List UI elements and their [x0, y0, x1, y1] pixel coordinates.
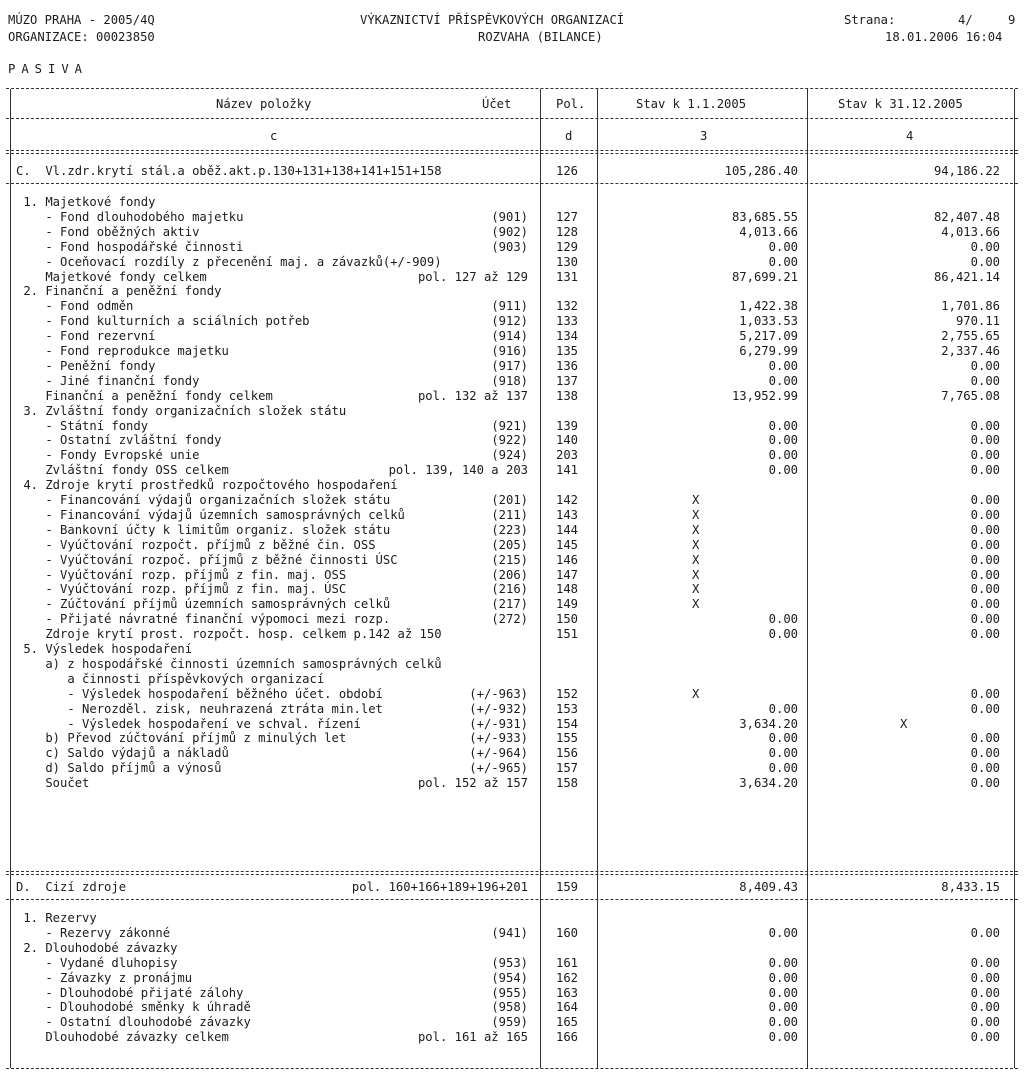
row-item-number: 156 [556, 746, 579, 761]
row-label: 3. Zvláštní fondy organizačních složek státu [16, 403, 347, 418]
rule-line [6, 871, 1018, 872]
row-label: - Fond kulturních a sciálních potřeb [16, 314, 310, 329]
row-account: (+/-932) [469, 701, 528, 716]
row-account: (205) [491, 537, 528, 552]
row-value-end: 0.00 [970, 925, 1000, 940]
row-value-end: 0.00 [970, 418, 1000, 433]
row-item-number: 152 [556, 686, 579, 701]
row-label: c) Saldo výdajů a nákladů [16, 746, 229, 761]
row-item-number: 166 [556, 1030, 579, 1045]
row-value-end: 0.00 [970, 612, 1000, 627]
col-sub-3: 3 [700, 129, 708, 143]
row-value-start: 4,013.66 [739, 224, 798, 239]
row-item-number: 157 [556, 761, 579, 776]
row-value-end: 0.00 [970, 627, 1000, 642]
row-value-end: 0.00 [970, 239, 1000, 254]
row-value-end: 970.11 [955, 314, 1000, 329]
row-item-number: 126 [556, 164, 579, 178]
row-label: - Financování výdajů organizačních složek státu [16, 493, 391, 507]
row-value-start: X [692, 522, 700, 537]
row-item-number: 163 [556, 985, 579, 1000]
row-value-start: 13,952.99 [731, 388, 798, 403]
row-label: C. Vl.zdr.krytí stál.a oběž.akt.p.130+131+138+141+151+158 [16, 164, 442, 178]
row-value-end: 0.00 [970, 493, 1000, 507]
row-account: (223) [491, 522, 528, 537]
page-label: Strana: [844, 13, 896, 27]
row-value-start: X [692, 597, 700, 612]
rule-line [6, 899, 1018, 900]
row-item-number: 132 [556, 299, 579, 314]
row-value-end: 0.00 [970, 507, 1000, 522]
row-value-end: 0.00 [970, 686, 1000, 701]
row-item-number: 147 [556, 567, 579, 582]
row-value-end: 0.00 [970, 463, 1000, 478]
row-account: (211) [491, 507, 528, 522]
col-header-name: Název položky [216, 97, 312, 111]
row-account: (912) [491, 314, 528, 329]
row-label: - Vyúčtování rozpoč. příjmů z běžné činnosti ÚSC [16, 552, 398, 567]
row-label: Zdroje krytí prost. rozpočt. hosp. celkem p.142 až 150 [16, 627, 442, 642]
row-value-start: X [692, 582, 700, 597]
row-item-number: 130 [556, 254, 579, 269]
row-value-start: 0.00 [768, 448, 798, 463]
report-subtitle: ROZVAHA (BILANCE) [478, 30, 603, 44]
row-value-start: 8,409.43 [739, 880, 798, 894]
row-item-number: 143 [556, 507, 579, 522]
row-value-start: 105,286.40 [724, 164, 798, 178]
row-value-start: 3,634.20 [739, 776, 798, 791]
row-value-start: 0.00 [768, 955, 798, 970]
section-title: PASIVA [8, 62, 89, 76]
row-label: 5. Výsledek hospodaření [16, 642, 193, 656]
row-item-number: 131 [556, 269, 579, 284]
column-divider [540, 89, 541, 1068]
row-value-end: 0.00 [970, 582, 1000, 597]
row-value-end: 94,186.22 [933, 164, 1000, 178]
row-item-number: 155 [556, 731, 579, 746]
row-value-start: 0.00 [768, 254, 798, 269]
row-label: a) z hospodářské činnosti územních samosprávných celků [16, 656, 442, 671]
row-value-end: 0.00 [970, 1000, 1000, 1015]
col-sub-d: d [565, 129, 573, 143]
column-divider [807, 89, 808, 1068]
row-label: D. Cizí zdroje [16, 880, 127, 894]
row-account: pol. 132 až 137 [417, 388, 528, 403]
row-value-start: 0.00 [768, 985, 798, 1000]
row-value-end: 0.00 [970, 746, 1000, 761]
row-account: (917) [491, 358, 528, 373]
row-label: - Fondy Evropské unie [16, 448, 200, 463]
row-account: (+/-933) [469, 731, 528, 746]
row-account: (958) [491, 1000, 528, 1015]
report-header [8, 12, 1018, 48]
row-value-start: 0.00 [768, 433, 798, 448]
row-account: pol. 127 až 129 [417, 269, 528, 284]
row-item-number: 144 [556, 522, 579, 537]
row-value-end: 7,765.08 [941, 388, 1000, 403]
row-value-start: 3,634.20 [739, 716, 798, 731]
row-item-number: 148 [556, 582, 579, 597]
rule-line [6, 88, 1018, 89]
row-label: - Přijaté návratné finanční výpomoci mezi rozp. [16, 612, 391, 627]
row-item-number: 140 [556, 433, 579, 448]
row-value-end: 0.00 [970, 358, 1000, 373]
row-label: - Vyúčtování rozp. příjmů z fin. maj. OSS [16, 567, 347, 582]
row-account: (217) [491, 597, 528, 612]
row-value-end: 0.00 [970, 448, 1000, 463]
rule-line [6, 874, 1018, 875]
row-value-start: 0.00 [768, 970, 798, 985]
row-value-end: 0.00 [970, 955, 1000, 970]
row-account: (903) [491, 239, 528, 254]
rule-line [6, 1068, 1018, 1069]
row-value-start: 0.00 [768, 239, 798, 254]
row-value-start: 0.00 [768, 463, 798, 478]
row-item-number: 129 [556, 239, 579, 254]
rule-line [6, 118, 1018, 119]
row-item-number: 127 [556, 209, 579, 224]
col-sub-4: 4 [906, 129, 914, 143]
row-account: (215) [491, 552, 528, 567]
row-label: - Fond rezervní [16, 329, 156, 344]
row-label: 2. Finanční a peněžní fondy [16, 284, 222, 299]
row-account: (+/-931) [469, 716, 528, 731]
page-total: 9 [1008, 13, 1016, 27]
row-value-start: X [692, 507, 700, 522]
row-label: - Fond dlouhodobého majetku [16, 209, 244, 224]
row-label: d) Saldo příjmů a výnosů [16, 761, 222, 776]
row-item-number: 134 [556, 329, 579, 344]
row-label: - Dlouhodobé směnky k úhradě [16, 1000, 251, 1015]
row-value-end: 0.00 [970, 701, 1000, 716]
row-item-number: 165 [556, 1015, 579, 1030]
row-account: pol. 160+166+189+196+201 [351, 880, 528, 894]
row-label: - Vyúčtování rozpočt. příjmů z běžné čin. OSS [16, 537, 376, 552]
row-account: (955) [491, 985, 528, 1000]
row-value-start: 5,217.09 [739, 329, 798, 344]
row-value-end: X [900, 716, 908, 731]
row-item-number: 146 [556, 552, 579, 567]
row-label: - Nerozděl. zisk, neuhrazená ztráta min.let [16, 701, 383, 716]
row-value-end: 0.00 [970, 433, 1000, 448]
row-value-start: X [692, 686, 700, 701]
row-value-start: 0.00 [768, 1000, 798, 1015]
row-label: - Financování výdajů územních samosprávných celků [16, 507, 405, 522]
report-title: VÝKAZNICTVÍ PŘÍSPĚVKOVÝCH ORGANIZACÍ [360, 13, 625, 27]
row-value-end: 2,337.46 [941, 344, 1000, 358]
row-item-number: 137 [556, 373, 579, 388]
row-account: (921) [491, 418, 528, 433]
col-header-end: Stav k 31.12.2005 [838, 97, 963, 111]
row-value-end: 4,013.66 [941, 224, 1000, 239]
row-value-start: X [692, 567, 700, 582]
row-value-start: 83,685.55 [731, 209, 798, 224]
row-account: (914) [491, 329, 528, 344]
row-item-number: 160 [556, 925, 579, 940]
row-item-number: 142 [556, 493, 579, 507]
row-account: (206) [491, 567, 528, 582]
row-label: Finanční a peněžní fondy celkem [16, 388, 273, 403]
row-value-start: 1,033.53 [739, 314, 798, 329]
row-label: - Fond odměn [16, 299, 134, 314]
row-label: - Oceňovací rozdíly z přecenění maj. a závazků(+/-909) [16, 254, 442, 269]
row-account: (+/-963) [469, 686, 528, 701]
row-account: (+/-965) [469, 761, 528, 776]
row-value-start: X [692, 552, 700, 567]
row-account: pol. 161 až 165 [417, 1030, 528, 1045]
col-header-start: Stav k 1.1.2005 [636, 97, 747, 111]
row-label: - Zúčtování příjmů územních samosprávných celků [16, 597, 391, 612]
row-account: (216) [491, 582, 528, 597]
row-value-end: 1,701.86 [941, 299, 1000, 314]
row-item-number: 133 [556, 314, 579, 329]
row-value-end: 0.00 [970, 522, 1000, 537]
row-label: 2. Dlouhodobé závazky [16, 940, 178, 955]
column-divider [1014, 89, 1015, 1068]
row-item-number: 145 [556, 537, 579, 552]
row-value-start: 87,699.21 [731, 269, 798, 284]
rule-line [6, 153, 1018, 154]
row-item-number: 150 [556, 612, 579, 627]
row-item-number: 161 [556, 955, 579, 970]
row-account: (922) [491, 433, 528, 448]
row-value-end: 0.00 [970, 776, 1000, 791]
row-account: (941) [491, 925, 528, 940]
row-label: - Rezervy zákonné [16, 925, 171, 940]
row-value-end: 0.00 [970, 970, 1000, 985]
row-label: - Bankovní účty k limitům organiz. složek státu [16, 522, 391, 537]
org-line-2: ORGANIZACE: 00023850 [8, 30, 155, 44]
row-account: (918) [491, 373, 528, 388]
row-account: pol. 139, 140 a 203 [388, 463, 528, 478]
row-value-end: 86,421.14 [933, 269, 1000, 284]
col-header-account: Účet [482, 97, 512, 111]
column-divider [597, 89, 598, 1068]
row-value-start: 6,279.99 [739, 344, 798, 358]
print-datetime: 18.01.2006 16:04 [885, 30, 1003, 44]
row-label: Zvláštní fondy OSS celkem [16, 463, 229, 478]
row-value-start: 1,422.38 [739, 299, 798, 314]
row-label: b) Převod zúčtování příjmů z minulých let [16, 731, 347, 746]
row-label: - Výsledek hospodaření ve schval. řízení [16, 716, 361, 731]
row-value-end: 0.00 [970, 597, 1000, 612]
row-value-start: 0.00 [768, 627, 798, 642]
org-line-1: MÚZO PRAHA - 2005/4Q [8, 13, 155, 27]
row-item-number: 159 [556, 880, 579, 894]
row-value-start: 0.00 [768, 612, 798, 627]
row-label: - Státní fondy [16, 418, 149, 433]
row-item-number: 139 [556, 418, 579, 433]
row-value-start: X [692, 493, 700, 507]
row-label: - Ostatní dlouhodobé závazky [16, 1015, 251, 1030]
row-value-start: 0.00 [768, 1030, 798, 1045]
row-value-end: 2,755.65 [941, 329, 1000, 344]
row-item-number: 128 [556, 224, 579, 239]
row-value-end: 0.00 [970, 731, 1000, 746]
row-label: 1. Majetkové fondy [16, 195, 156, 209]
row-item-number: 141 [556, 463, 579, 478]
row-label: Součet [16, 776, 90, 791]
row-label: - Fond oběžných aktiv [16, 224, 200, 239]
row-item-number: 164 [556, 1000, 579, 1015]
row-label: - Jiné finanční fondy [16, 373, 200, 388]
row-label: Dlouhodobé závazky celkem [16, 1030, 229, 1045]
row-account: (924) [491, 448, 528, 463]
row-account: (953) [491, 955, 528, 970]
row-item-number: 158 [556, 776, 579, 791]
row-value-end: 0.00 [970, 1015, 1000, 1030]
row-value-start: 0.00 [768, 701, 798, 716]
row-value-end: 0.00 [970, 373, 1000, 388]
row-label: - Vyúčtování rozp. příjmů z fin. maj. ÚSC [16, 582, 347, 597]
row-account: (272) [491, 612, 528, 627]
row-label: 1. Rezervy [16, 911, 97, 925]
row-label: - Fond reprodukce majetku [16, 344, 229, 358]
row-account: (911) [491, 299, 528, 314]
row-account: (954) [491, 970, 528, 985]
row-label: Majetkové fondy celkem [16, 269, 207, 284]
row-item-number: 154 [556, 716, 579, 731]
row-item-number: 149 [556, 597, 579, 612]
row-value-start: 0.00 [768, 358, 798, 373]
row-value-end: 0.00 [970, 552, 1000, 567]
row-item-number: 135 [556, 344, 579, 358]
row-value-start: 0.00 [768, 731, 798, 746]
row-value-end: 0.00 [970, 1030, 1000, 1045]
row-item-number: 203 [556, 448, 579, 463]
row-account: (902) [491, 224, 528, 239]
row-account: (+/-964) [469, 746, 528, 761]
row-item-number: 138 [556, 388, 579, 403]
row-value-end: 0.00 [970, 537, 1000, 552]
row-label: - Závazky z pronájmu [16, 970, 193, 985]
row-account: (901) [491, 209, 528, 224]
row-label: - Dlouhodobé přijaté zálohy [16, 985, 244, 1000]
row-account: pol. 152 až 157 [417, 776, 528, 791]
row-value-end: 82,407.48 [933, 209, 1000, 224]
row-account: (201) [491, 493, 528, 507]
row-label: - Vydané dluhopisy [16, 955, 178, 970]
row-value-start: 0.00 [768, 418, 798, 433]
row-value-start: 0.00 [768, 746, 798, 761]
row-item-number: 162 [556, 970, 579, 985]
page-number: 4/ [958, 13, 973, 27]
row-value-start: 0.00 [768, 761, 798, 776]
col-sub-c: c [270, 129, 278, 143]
row-label: 4. Zdroje krytí prostředků rozpočtového hospodaření [16, 478, 398, 493]
row-value-start: 0.00 [768, 373, 798, 388]
row-value-end: 0.00 [970, 985, 1000, 1000]
row-account: (916) [491, 344, 528, 358]
row-value-start: 0.00 [768, 1015, 798, 1030]
row-label: a činnosti příspěvkových organizací [16, 671, 325, 686]
row-item-number: 153 [556, 701, 579, 716]
row-item-number: 151 [556, 627, 579, 642]
rule-line [6, 150, 1018, 151]
row-account: (959) [491, 1015, 528, 1030]
col-header-item: Pol. [556, 97, 586, 111]
rule-line [6, 183, 1018, 184]
column-divider [10, 89, 11, 1068]
row-value-end: 0.00 [970, 761, 1000, 776]
row-label: - Ostatní zvláštní fondy [16, 433, 222, 448]
row-label: - Výsledek hospodaření běžného účet. období [16, 686, 383, 701]
row-value-end: 8,433.15 [941, 880, 1000, 894]
row-item-number: 136 [556, 358, 579, 373]
row-label: - Fond hospodářské činnosti [16, 239, 244, 254]
row-label: - Peněžní fondy [16, 358, 156, 373]
row-value-end: 0.00 [970, 567, 1000, 582]
row-value-start: X [692, 537, 700, 552]
row-value-start: 0.00 [768, 925, 798, 940]
row-value-end: 0.00 [970, 254, 1000, 269]
